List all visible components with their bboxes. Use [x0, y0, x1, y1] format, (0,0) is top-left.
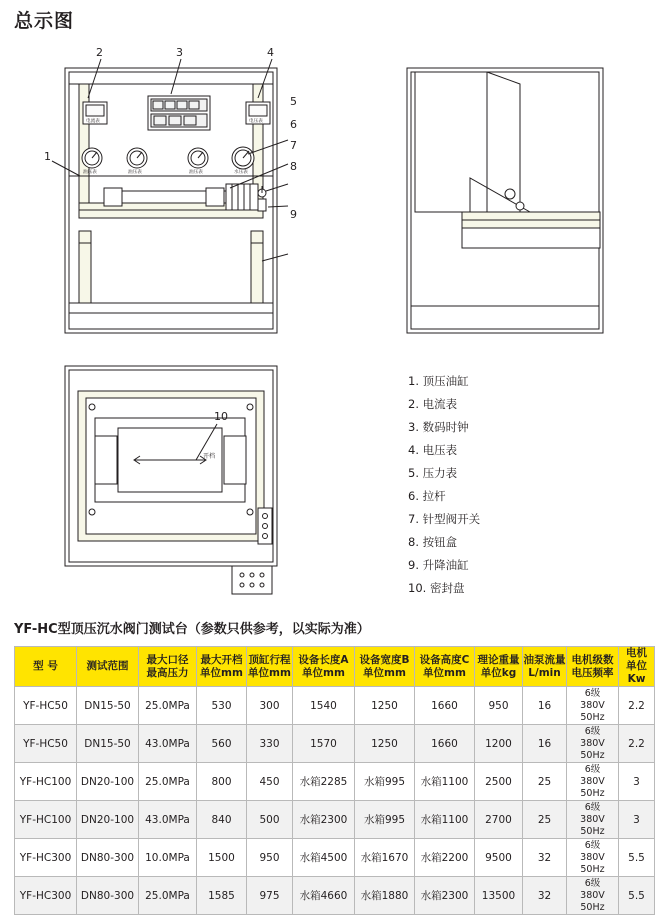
table-cell: 水箱2285 — [293, 763, 355, 801]
callout-3: 3 — [176, 46, 183, 59]
table-cell: 2500 — [475, 763, 523, 801]
table-cell: 2700 — [475, 801, 523, 839]
legend-item-10: 10. 密封盘 — [408, 581, 465, 595]
spec-table-caption: YF-HC型顶压沉水阀门测试台（参数只供参考，以实际为准） — [14, 622, 370, 637]
table-cell: 10.0MPa — [139, 839, 197, 877]
table-cell: 水箱1670 — [355, 839, 415, 877]
table-cell: 水箱1880 — [355, 877, 415, 915]
legend-list — [408, 370, 608, 600]
table-cell: 水箱4660 — [293, 877, 355, 915]
table-cell: 水箱2300 — [293, 801, 355, 839]
table-cell: 25.0MPa — [139, 877, 197, 915]
th-stroke: 顶缸行程 单位mm — [247, 647, 293, 687]
table-cell: 1250 — [355, 687, 415, 725]
callout-2: 2 — [96, 46, 103, 59]
table-cell: 1500 — [197, 839, 247, 877]
callout-7: 7 — [290, 139, 297, 152]
table-cell: 13500 — [475, 877, 523, 915]
callout-1: 1 — [44, 150, 51, 163]
table-body — [15, 687, 655, 915]
table-cell: 1200 — [475, 725, 523, 763]
table-cell: 6级 380V 50Hz — [567, 725, 619, 763]
table-cell: 1660 — [415, 725, 475, 763]
th-model: 型 号 — [15, 647, 77, 687]
table-cell: 32 — [523, 839, 567, 877]
table-cell: 32 — [523, 877, 567, 915]
legend-item-6: 6. 拉杆 — [408, 489, 446, 503]
table-cell: 1570 — [293, 725, 355, 763]
table-cell: 500 — [247, 801, 293, 839]
table-cell: 2.2 — [619, 687, 655, 725]
table-cell: YF-HC100 — [15, 801, 77, 839]
table-cell: YF-HC50 — [15, 687, 77, 725]
table-cell: 450 — [247, 763, 293, 801]
callout-4: 4 — [267, 46, 274, 59]
svg-text:电压表: 电压表 — [249, 119, 263, 124]
table-cell: 9500 — [475, 839, 523, 877]
th-max-opening: 最大开档 单位mm — [197, 647, 247, 687]
table-cell: YF-HC300 — [15, 877, 77, 915]
table-cell: YF-HC100 — [15, 763, 77, 801]
table-cell: 950 — [247, 839, 293, 877]
table-header-row — [15, 647, 655, 687]
th-weight: 理论重量 单位kg — [475, 647, 523, 687]
table-cell: 6级 380V 50Hz — [567, 839, 619, 877]
table-cell: 16 — [523, 725, 567, 763]
page-title: 总示图 — [14, 10, 75, 32]
spec-table — [14, 646, 655, 915]
th-pump-flow: 油泵流量 L/min — [523, 647, 567, 687]
table-cell: DN80-300 — [77, 877, 139, 915]
table-cell: 43.0MPa — [139, 725, 197, 763]
callout-6: 6 — [290, 118, 297, 131]
table-cell: 3 — [619, 763, 655, 801]
table-cell: DN80-300 — [77, 839, 139, 877]
table-cell: 3 — [619, 801, 655, 839]
table-cell: 840 — [197, 801, 247, 839]
table-cell: 300 — [247, 687, 293, 725]
table-cell: 1660 — [415, 687, 475, 725]
callout-10: 10 — [214, 410, 228, 423]
table-row — [15, 725, 655, 763]
callout-9: 9 — [290, 208, 297, 221]
svg-text:油压表: 油压表 — [128, 170, 142, 175]
table-cell: 水箱2200 — [415, 839, 475, 877]
table-row — [15, 763, 655, 801]
table-cell: 6级 380V 50Hz — [567, 877, 619, 915]
table-cell: 水箱1100 — [415, 763, 475, 801]
table-cell: 16 — [523, 687, 567, 725]
table-cell: 800 — [197, 763, 247, 801]
table-cell: 1250 — [355, 725, 415, 763]
table-cell: YF-HC50 — [15, 725, 77, 763]
table-cell: 水箱995 — [355, 801, 415, 839]
table-cell: DN20-100 — [77, 801, 139, 839]
th-max-pressure: 最大口径 最高压力 — [139, 647, 197, 687]
th-width-b: 设备宽度B 单位mm — [355, 647, 415, 687]
table-cell: 560 — [197, 725, 247, 763]
table-cell: 25 — [523, 801, 567, 839]
table-cell: 330 — [247, 725, 293, 763]
svg-text:油压表: 油压表 — [189, 170, 203, 175]
callout-8: 8 — [290, 160, 297, 173]
table-row — [15, 877, 655, 915]
table-cell: 950 — [475, 687, 523, 725]
table-cell: DN15-50 — [77, 687, 139, 725]
svg-text:油压表: 油压表 — [83, 170, 97, 175]
table-cell: 975 — [247, 877, 293, 915]
th-height-c: 设备高度C 单位mm — [415, 647, 475, 687]
table-cell: 水箱995 — [355, 763, 415, 801]
table-cell: 25.0MPa — [139, 687, 197, 725]
table-cell: 水箱4500 — [293, 839, 355, 877]
legend-item-9: 9. 升降油缸 — [408, 558, 469, 572]
th-test-range: 测试范围 — [77, 647, 139, 687]
table-cell: 水箱1100 — [415, 801, 475, 839]
th-motor-poles: 电机级数 电压频率 — [567, 647, 619, 687]
th-length-a: 设备长度A 单位mm — [293, 647, 355, 687]
th-motor-power: 电机 单位Kw — [619, 647, 655, 687]
table-cell: 1540 — [293, 687, 355, 725]
table-cell: 43.0MPa — [139, 801, 197, 839]
legend-item-3: 3. 数码时钟 — [408, 420, 469, 434]
svg-text:水压表: 水压表 — [234, 170, 248, 175]
table-row — [15, 801, 655, 839]
legend-item-8: 8. 按钮盒 — [408, 535, 458, 549]
table-cell: 6级 380V 50Hz — [567, 687, 619, 725]
table-cell: DN20-100 — [77, 763, 139, 801]
table-cell: YF-HC300 — [15, 839, 77, 877]
table-row — [15, 839, 655, 877]
table-cell: 1585 — [197, 877, 247, 915]
table-cell: 5.5 — [619, 877, 655, 915]
table-cell: 水箱2300 — [415, 877, 475, 915]
legend-item-5: 5. 压力表 — [408, 466, 458, 480]
table-cell: 25.0MPa — [139, 763, 197, 801]
svg-text:电流表: 电流表 — [86, 119, 100, 124]
legend-item-7: 7. 针型阀开关 — [408, 512, 481, 526]
legend-item-1: 1. 顶压油缸 — [408, 374, 469, 388]
svg-text:开档: 开档 — [203, 453, 216, 460]
table-row — [15, 687, 655, 725]
table-cell: 5.5 — [619, 839, 655, 877]
table-cell: 25 — [523, 763, 567, 801]
callout-5: 5 — [290, 95, 297, 108]
legend-item-4: 4. 电压表 — [408, 443, 458, 457]
table-cell: 6级 380V 50Hz — [567, 801, 619, 839]
table-cell: DN15-50 — [77, 725, 139, 763]
table-cell: 530 — [197, 687, 247, 725]
legend-item-2: 2. 电流表 — [408, 397, 458, 411]
table-cell: 2.2 — [619, 725, 655, 763]
table-cell: 6级 380V 50Hz — [567, 763, 619, 801]
